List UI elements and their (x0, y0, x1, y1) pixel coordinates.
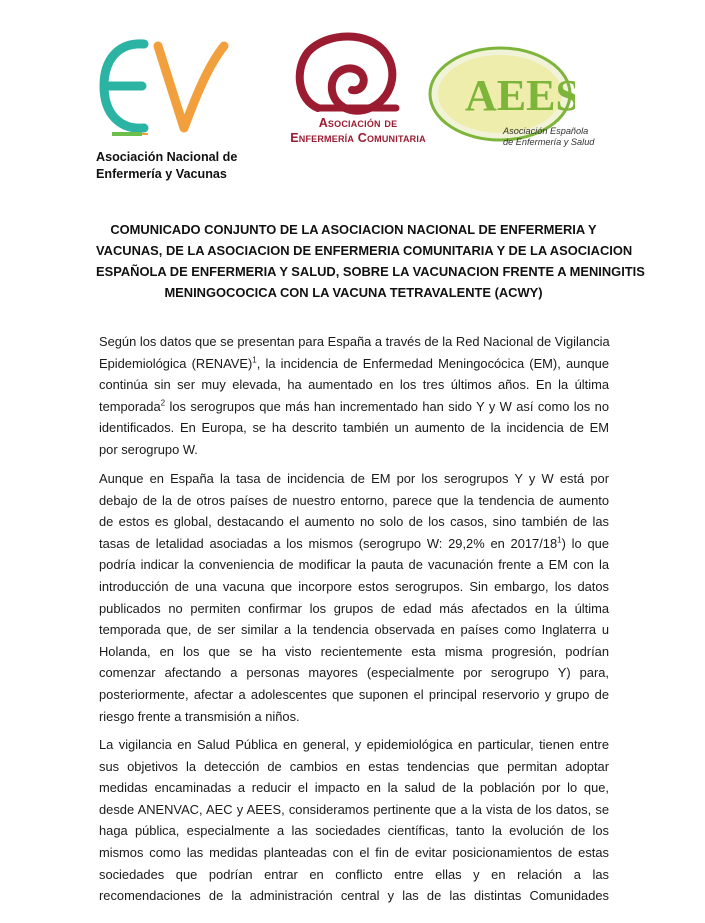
aees-logo (425, 44, 615, 154)
anenvac-logo (96, 36, 246, 186)
anenvac-name: Asociación Nacional de Enfermería y Vacunas (96, 150, 238, 181)
aec-logo (278, 30, 438, 150)
document-title: COMUNICADO CONJUNTO DE LA ASOCIACION NACIONAL DE ENFERMERIA Y VACUNAS, DE LA ASOCIACION DE ENFERMERIA COMUNITARIA Y DE LA ASOCIACION ESPAÑOLA DE ENFERMERIA Y SALUD, SOBRE LA VACUNACION FRENTE A MENINGITIS MENINGOCOCICA CON LA VACUNA TETRAVALENTE (ACWY) (96, 222, 645, 300)
footnote-ref: 1 (557, 535, 562, 545)
paragraph-1: Según los datos que se presentan para España a través de la Red Nacional de Vigilancia Epidemiológica (RENAVE)$^1$, la incidencia de Enfermedad Meningocócica (EM), aunque continúa sin ser muy elevada, ha aumentado en los tres últimos años. En la última temporada$^2$ los serogrupos que más han incrementado han sido Y y W así como los no identificados. En Europa, se ha descrito también un aumento de la incidencia de EM por serogrupo W. (99, 334, 610, 457)
aees-name: Asociación Española de Enfermería y Salud (503, 126, 595, 147)
aec-spiral-icon (278, 30, 438, 118)
svg-text:AEES: AEES (465, 71, 575, 120)
paragraph-3: La vigilancia en Salud Pública en general, y epidemiológica en particular, tienen entre sus objetivos la detección de cambios en estas tendencias que permitan adoptar medidas encaminadas a reducir el impacto en la salud de la población por lo que, desde ANENVAC, AEC y AEES, consideramos pertinente que a la vista de los datos, se haga pública, especialmente a las sociedades científicas, tanto la evolución de los mismos como las medidas planteadas con el fin de evitar posicionamientos de estas sociedades que podrían entrar en conflicto entre ellas y en relación a las recomendaciones de la administración central y las de las distintas Comunidades (99, 737, 609, 904)
ev-logo-icon (96, 36, 246, 146)
paragraph-2: Aunque en España la tasa de incidencia de EM por los serogrupos Y y W está por debajo de la de otros países de nuestro entorno, parece que la tendencia de aumento de estos es global, destacando el aumento no solo de los casos, sino también de las tasas de letalidad asociadas a los mismos (serogrupo W: 29,2% en $2017/18^1$) lo que podría indicar la conveniencia de modificar la pauta de vacunación frente a EM con la introducción de una vacuna que incorpore estos serogrupos. Sin embargo, los datos publicados no permiten confirmar los grupos de edad más afectados en la última temporada que, de ser similar a la tendencia observada en países como Inglaterra u Holanda, en los que se ha visto recientemente esta misma progresión, podrían comenzar afectando a personas mayores (especialmente por serogrupo Y) para, posteriormente, afectar a adolescentes que suponen el principal reservorio y grupo de riesgo frente a transmisión a niños. (99, 471, 609, 724)
footnote-ref: 1 (252, 355, 257, 365)
aec-name: Asociación de Enfermería Comunitaria (290, 116, 426, 145)
footnote-ref: 2 (160, 398, 166, 408)
